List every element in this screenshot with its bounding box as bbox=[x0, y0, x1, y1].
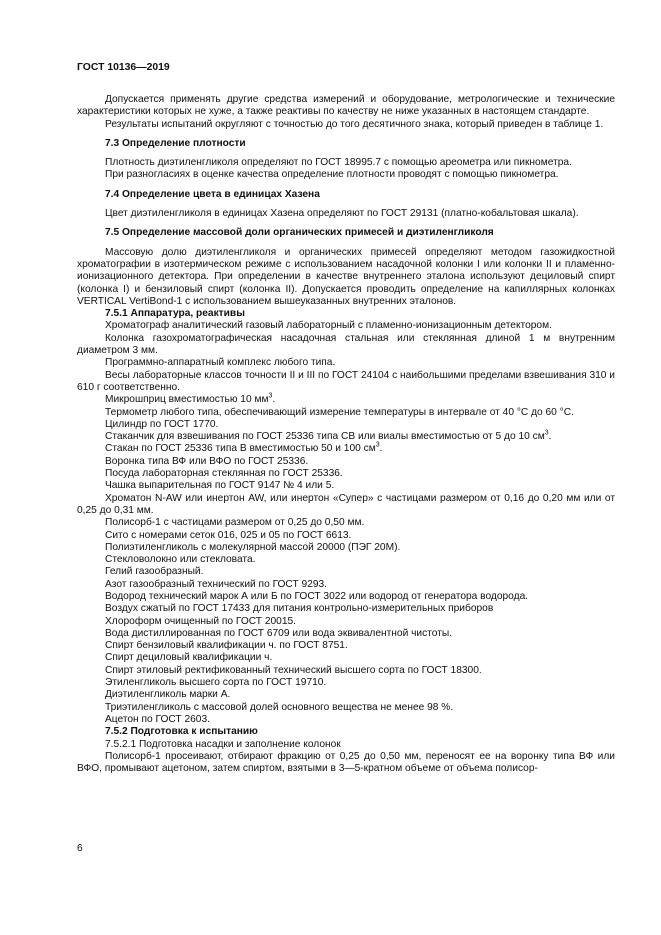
list-item: Триэтиленгликоль с массовой долей основного вещества не менее 98 %. bbox=[105, 701, 454, 713]
subsection-heading-7-5-2-1: 7.5.2.1 Подготовка насадки и заполнение колонок bbox=[105, 738, 341, 750]
list-item: Хроматограф аналитический газовый лабораторный с пламенно-ионизационным детектором. bbox=[105, 320, 552, 332]
section-heading-7-3: 7.3 Определение плотности bbox=[105, 137, 246, 149]
subsection-heading-7-5-1: 7.5.1 Аппаратура, реактивы bbox=[105, 308, 245, 320]
list-item: Программно-аппаратный комплекс любого типа. bbox=[105, 357, 336, 369]
list-item: Полиэтиленгликоль с молекулярной массой 20000 (ПЭГ 20М). bbox=[105, 541, 401, 553]
paragraph: При разногласиях в оценке качества определение плотности проводят с помощью пикнометра. bbox=[105, 169, 559, 181]
list-item bbox=[77, 443, 615, 455]
list-item: Спирт бензиловый квалификации ч. по ГОСТ 8751. bbox=[105, 640, 348, 652]
list-item: Водород технический марок А или Б по ГОСТ 3022 или водород от генератора водорода. bbox=[105, 590, 529, 602]
list-item: Термометр любого типа, обеспечивающий измерение температуры в интервале от 40 °С до 60 °С. bbox=[105, 406, 574, 418]
page-number: 6 bbox=[77, 843, 83, 854]
list-item: Спирт дециловый квалификации ч. bbox=[105, 652, 273, 664]
list-item: Чашка выпарительная по ГОСТ 9147 № 4 или 5. bbox=[105, 480, 335, 492]
superscript: 3 bbox=[268, 392, 273, 400]
list-item: Спирт этиловый ректификованный технический высшего сорта по ГОСТ 18300. bbox=[105, 664, 482, 676]
superscript: 3 bbox=[375, 442, 380, 450]
paragraph: Массовую долю диэтиленгликоля и органических примесей определяют методом газожидкостной хроматографии в изотермическом режиме с использованием насадочной колонки I или колонки II и пламенно-ионизационного детектора. При определении в качестве внутреннего эталона используют дециловый спирт (колонка I) и бензиловый спирт (колонка II). Допускается проводить определение на капиллярных колонках VERTICAL VertiBond-1 с использованием вышеуказанных внутренних эталонов. bbox=[77, 246, 615, 307]
list-item: Воронка типа ВФ или ВФО по ГОСТ 25336. bbox=[105, 455, 309, 467]
superscript: 3 bbox=[544, 429, 549, 437]
list-item: Азот газообразный технический по ГОСТ 9293. bbox=[105, 578, 327, 590]
list-item: Вода дистиллированная по ГОСТ 6709 или вода эквивалентной чистоты. bbox=[105, 627, 453, 639]
list-item: Полисорб-1 с частицами размером от 0,25 до 0,50 мм. bbox=[105, 517, 365, 529]
list-item: Стекловолокно или стекловата. bbox=[105, 554, 256, 566]
period: . bbox=[379, 443, 383, 455]
list-item: Воздух сжатый по ГОСТ 17433 для питания контрольно-измерительных приборов bbox=[105, 603, 494, 615]
list-item: Весы лабораторные классов точности II и III по ГОСТ 24104 с наибольшими пределами взвешивания 310 и 610 г соответственно. bbox=[77, 369, 615, 393]
list-item: Хроматон N-AW или инертон AW, или инертон «Супер» с частицами размером от 0,16 до 0,20 мм или от 0,25 до 0,31 мм. bbox=[77, 492, 615, 516]
list-item: Цилиндр по ГОСТ 1770. bbox=[105, 418, 219, 430]
section-heading-7-4: 7.4 Определение цвета в единицах Хазена bbox=[105, 188, 320, 200]
list-item-text: Стакан по ГОСТ 25336 типа В вместимостью 50 и 100 см bbox=[105, 443, 376, 455]
paragraph: Результаты испытаний округляют с точностью до того десятичного знака, который приведен в таблице 1. bbox=[105, 118, 604, 130]
list-item-text: Стаканчик для взвешивания по ГОСТ 25336 типа СВ или виалы вместимостью от 5 до 10 см bbox=[105, 431, 545, 443]
list-item: Гелий газообразный. bbox=[105, 566, 204, 578]
list-item-text: Микрошприц вместимостью 10 мм bbox=[105, 394, 269, 406]
subsection-heading-7-5-2: 7.5.2 Подготовка к испытанию bbox=[105, 726, 258, 738]
section-heading-7-5: 7.5 Определение массовой доли органических примесей и диэтиленгликоля bbox=[105, 227, 494, 239]
document-header: ГОСТ 10136—2019 bbox=[77, 62, 170, 73]
period: . bbox=[548, 431, 552, 443]
paragraph: Полисорб-1 просеивают, отбирают фракцию от 0,25 до 0,50 мм, переносят ее на воронку типа ВФ или ВФО, промывают ацетоном, затем спиртом, взятыми в 3—5-кратном объеме от объема полисор- bbox=[77, 750, 615, 775]
paragraph: Допускается применять другие средства измерений и оборудование, метрологические и технические характеристики которых не хуже, а также реактивы по качеству не ниже указанных в настоящем стандарте. bbox=[77, 94, 615, 118]
document-body bbox=[77, 94, 615, 775]
list-item: Этиленгликоль высшего сорта по ГОСТ 19710. bbox=[105, 677, 327, 689]
paragraph: Плотность диэтиленгликоля определяют по ГОСТ 18995.7 с помощью ареометра или пикнометра. bbox=[105, 157, 572, 169]
list-item: Хлороформ очищенный по ГОСТ 20015. bbox=[105, 615, 296, 627]
list-item bbox=[77, 431, 615, 443]
list-item bbox=[77, 394, 615, 406]
period: . bbox=[272, 394, 276, 406]
list-item: Сито с номерами сеток 016, 025 и 05 по ГОСТ 6613. bbox=[105, 529, 352, 541]
paragraph: Цвет диэтиленгликоля в единицах Хазена определяют по ГОСТ 29131 (платно-кобальтовая шкала). bbox=[105, 208, 579, 220]
list-item: Ацетон по ГОСТ 2603. bbox=[105, 713, 210, 725]
list-item: Посуда лабораторная стеклянная по ГОСТ 25336. bbox=[105, 468, 343, 480]
list-item: Колонка газохроматографическая насадочная стальная или стеклянная длиной 1 м внутренним диаметром 3 мм. bbox=[77, 332, 615, 357]
list-item: Диэтиленгликоль марки А. bbox=[105, 689, 231, 701]
